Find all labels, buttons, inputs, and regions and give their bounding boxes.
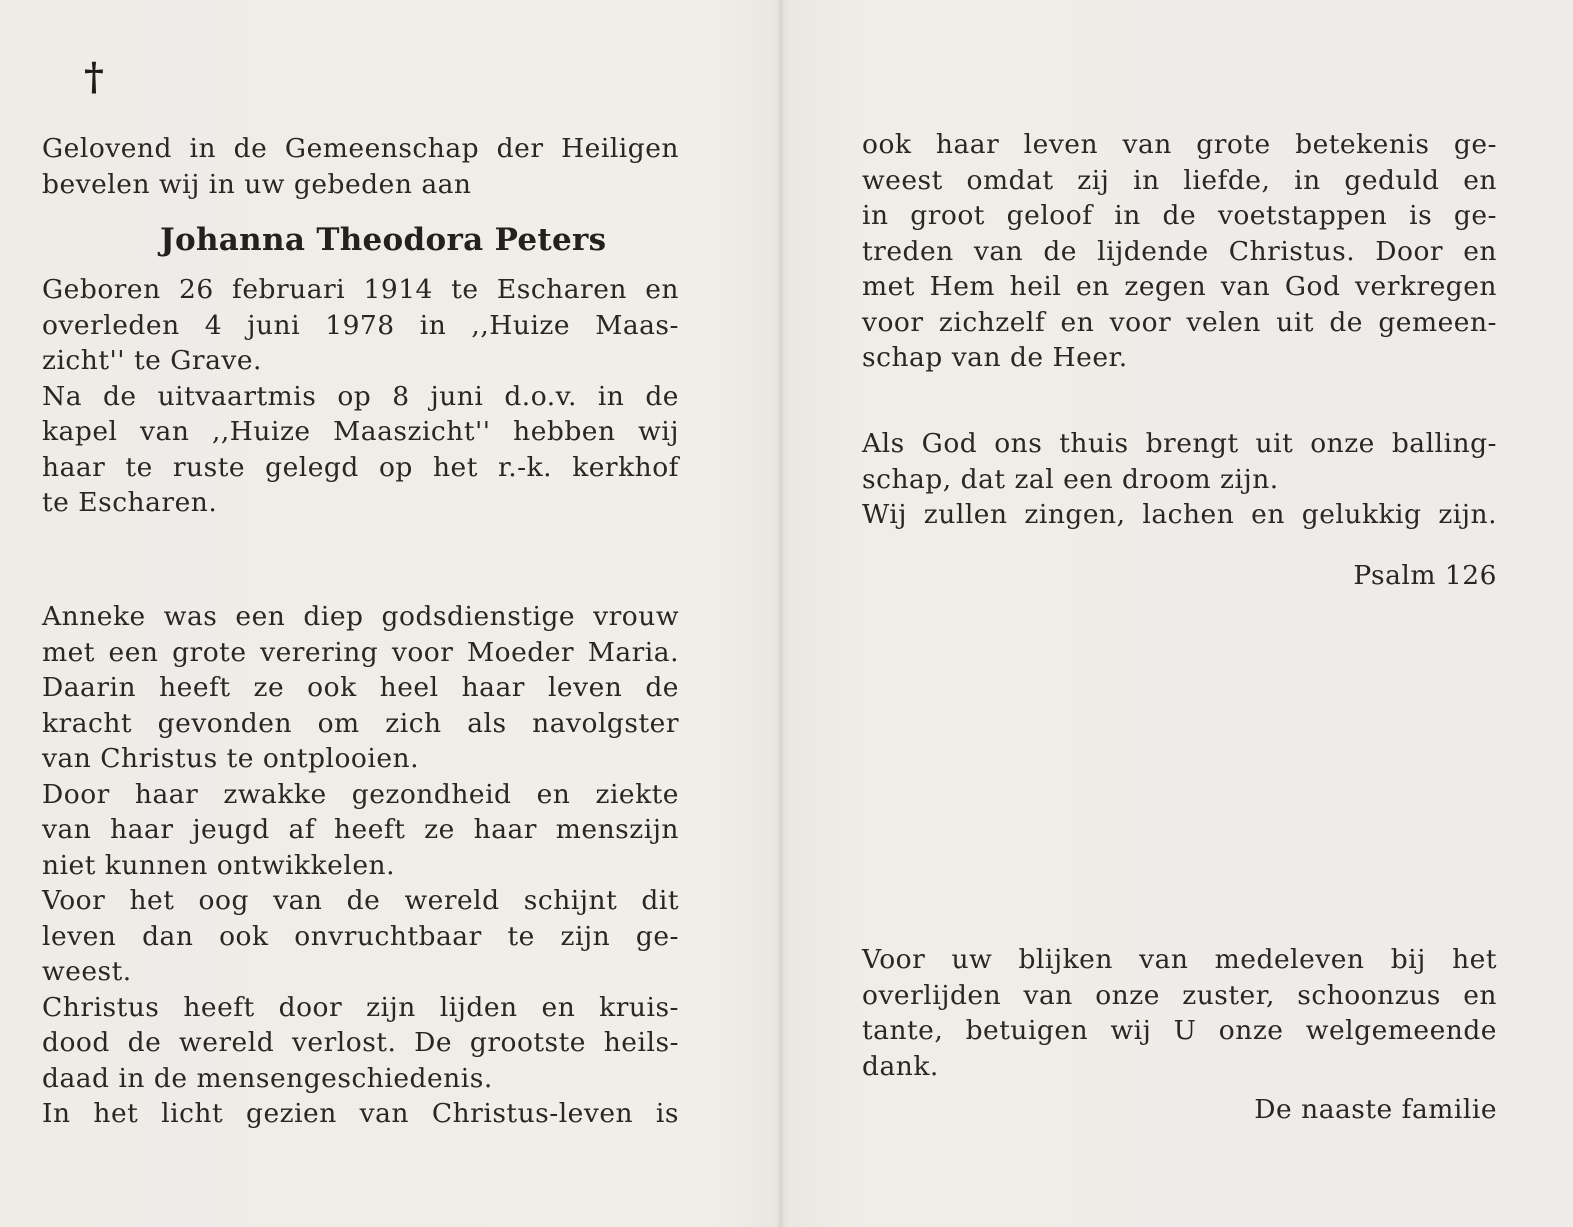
text-line: niet kunnen ontwikkelen. xyxy=(42,849,396,881)
text-line: leven dan ook onvruchtbaar te zijn ge- xyxy=(42,920,679,952)
text-line: van haar jeugd af heeft ze haar menszijn xyxy=(42,814,679,845)
text-line: tante, betuigen wij U onze welgemeende xyxy=(862,1015,1497,1046)
text-line: Na de uitvaartmis op 8 juni d.o.v. in de xyxy=(42,380,679,412)
text-line: voor zichzelf en voor velen uit de gemeen- xyxy=(862,306,1497,338)
text-line: Door haar zwakke gezondheid en ziekte xyxy=(42,778,679,810)
text-line: daad in de mensengeschiedenis. xyxy=(42,1062,493,1094)
text-line: schap van de Heer. xyxy=(862,342,1128,373)
text-line: Geboren 26 februari 1914 te Escharen en xyxy=(42,274,679,305)
text-line: haar te ruste gelegd op het r.-k. kerkhof xyxy=(42,451,679,483)
text-line: Als God ons thuis brengt uit onze balling- xyxy=(862,428,1497,459)
intro-text xyxy=(42,131,679,202)
text-line: kapel van ,,Huize Maaszicht'' hebben wij xyxy=(42,416,679,447)
text-line: weest omdat zij in liefde, in geduld en xyxy=(862,164,1497,196)
text-line: schap, dat zal een droom zijn. xyxy=(862,463,1279,495)
text-line: te Escharen. xyxy=(42,487,218,518)
text-line: in groot geloof in de voetstappen is ge- xyxy=(862,200,1497,231)
biography-text xyxy=(42,599,679,1132)
text-line: Voor het oog van de wereld schijnt dit xyxy=(42,885,679,916)
psalm-quote xyxy=(862,426,1497,533)
text-line: In het licht gezien van Christus-leven is xyxy=(42,1098,679,1129)
text-line: overlijden van onze zuster, schoonzus en xyxy=(862,979,1497,1011)
text-line: kracht gevonden om zich als navolgster xyxy=(42,707,679,739)
cross-icon: † xyxy=(84,54,104,99)
psalm-reference: Psalm 126 xyxy=(1353,560,1497,591)
text-line: ook haar leven van grote betekenis ge- xyxy=(862,129,1497,160)
text-line: weest. xyxy=(42,956,132,987)
text-line: dood de wereld verlost. De grootste heils- xyxy=(42,1027,679,1058)
signature: De naaste familie xyxy=(1254,1094,1497,1125)
text-line: overleden 4 juni 1978 in ,,Huize Maas- xyxy=(42,309,679,341)
text-line: dank. xyxy=(862,1050,939,1082)
text-line: bevelen wij in uw gebeden aan xyxy=(42,168,472,200)
text-line: Gelovend in de Gemeenschap der Heiligen xyxy=(42,133,679,164)
text-line: zicht'' te Grave. xyxy=(42,345,262,376)
text-line: met een grote verering voor Moeder Maria. xyxy=(42,636,679,668)
text-line: Anneke was een diep godsdienstige vrouw xyxy=(42,601,679,632)
text-line: Daarin heeft ze ook heel haar leven de xyxy=(42,672,679,703)
deceased-name: Johanna Theodora Peters xyxy=(160,222,607,258)
text-line: Wij zullen zingen, lachen en gelukkig zijn. xyxy=(862,499,1497,530)
text-line: met Hem heil en zegen van God verkregen xyxy=(862,271,1497,302)
card-fold xyxy=(778,0,784,1227)
text-line: treden van de lijdende Christus. Door en xyxy=(862,235,1497,267)
text-line: Voor uw blijken van medeleven bij het xyxy=(862,944,1497,975)
text-line: Christus heeft door zijn lijden en kruis- xyxy=(42,991,679,1023)
details-text xyxy=(42,272,679,521)
continuation-text xyxy=(862,127,1497,376)
thanks-text xyxy=(862,942,1497,1084)
text-line: van Christus te ontplooien. xyxy=(42,743,420,774)
